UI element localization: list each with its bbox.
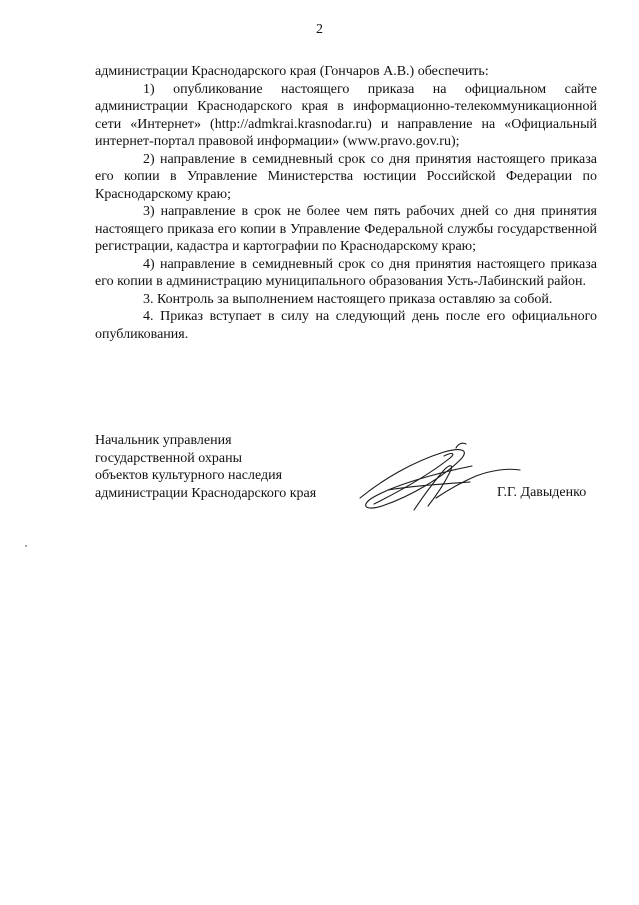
paragraph-intro: администрации Краснодарского края (Гончаров А.В.) обеспечить: <box>95 64 489 79</box>
position-line: государственной охраны <box>95 450 243 466</box>
position-line: объектов культурного наследия <box>95 468 283 483</box>
paragraph-item-3: 3) направление в срок не более чем пять рабочих дней со дня принятия настоящего приказа его копии в Управление Федеральной службы государственной регистрации, кадастра и картографии по Краснодарскому краю; <box>95 204 597 254</box>
paragraph-clause-4: 4. Приказ вступает в силу на следующий день после его официального опубликования. <box>95 309 597 342</box>
signatory-position <box>95 432 345 502</box>
paragraph-item-4: 4) направление в семидневный срок со дня принятия настоящего приказа его копии в администрацию муниципального образования Усть-Лабинский район. <box>95 256 597 289</box>
paragraph-item-2: 2) направление в семидневный срок со дня принятия настоящего приказа его копии в Управление Министерства юстиции Российской Федерации по Краснодарскому краю; <box>95 151 597 202</box>
paragraph-item-1: 1) опубликование настоящего приказа на официальном сайте администрации Краснодарского края в информационно-телекоммуникационной сети «Интернет» (http://admkrai.krasnodar.ru) и направление на «Официальный интернет-портал правовой информации» (www.pravo.gov.ru); <box>95 81 597 149</box>
position-line: Начальник управления <box>95 433 232 448</box>
paragraph-clause-3: 3. Контроль за выполнением настоящего приказа оставляю за собой. <box>143 291 553 307</box>
handwritten-signature <box>352 440 524 518</box>
page-number: 2 <box>316 22 323 37</box>
signer-name: Г.Г. Давыденко <box>497 485 587 500</box>
position-line: администрации Краснодарского края <box>95 485 317 501</box>
document-body <box>95 63 597 343</box>
scan-speck <box>25 545 27 547</box>
